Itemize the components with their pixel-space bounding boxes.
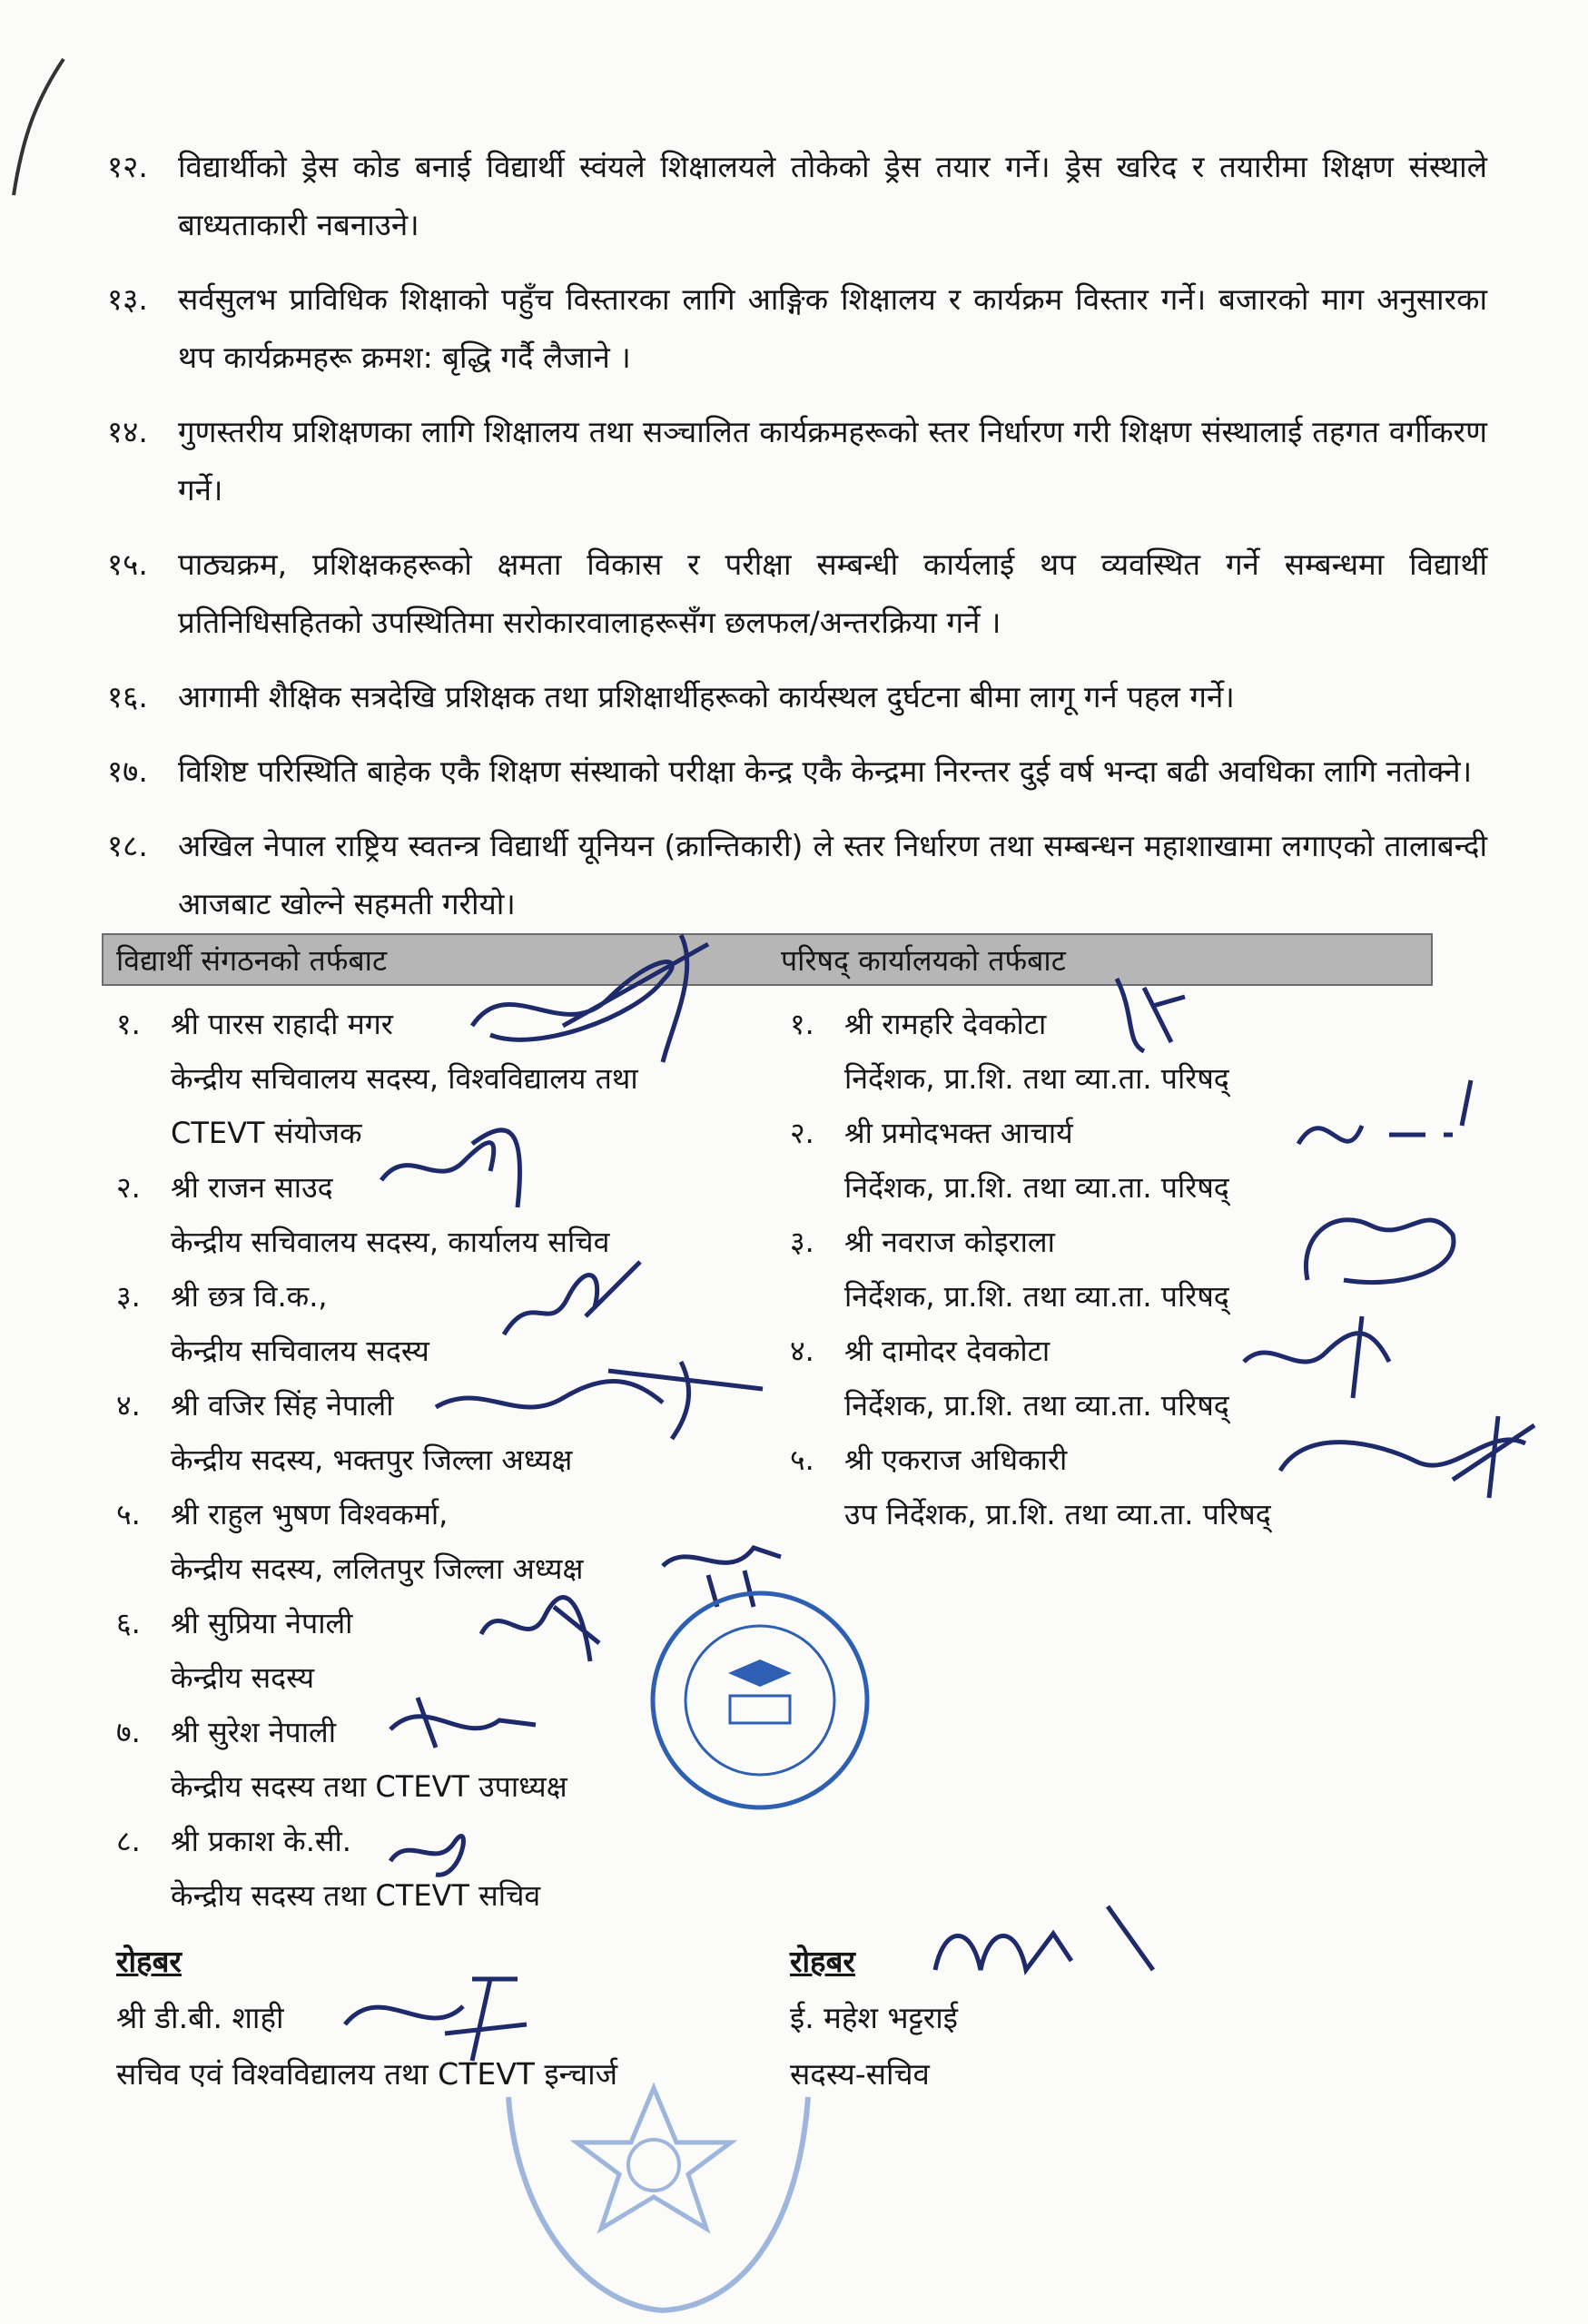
member-designation: निर्देशक, प्रा.शि. तथा व्या.ता. परिषद् — [844, 1388, 1229, 1423]
member-name: श्री वजिर सिंह नेपाली — [171, 1388, 394, 1423]
signature-paras — [454, 917, 726, 1071]
member-designation: केन्द्रीय सदस्य तथा CTEVT सचिव — [171, 1878, 541, 1913]
member-number: २. — [116, 1170, 141, 1205]
signatory-header-band — [102, 933, 1433, 986]
signature-bajir — [427, 1353, 772, 1443]
witness-title: सचिव एवं विश्वविद्यालय तथा CTEVT इन्चार्ज — [116, 2056, 618, 2092]
point-number: १७. — [107, 753, 148, 789]
council-side-heading: परिषद् कार्यालयको तर्फबाट — [781, 943, 1066, 978]
member-designation: केन्द्रीय सचिवालय सदस्य, कार्यालय सचिव — [171, 1225, 610, 1259]
point-text: विशिष्ट परिस्थिति बाहेक एकै शिक्षण संस्थाको परीक्षा केन्द्र एकै केन्द्रमा निरन्तर दुई वर्ष भन्दा बढी अवधिका लागि नतोक्ने। — [178, 753, 1473, 789]
student-side-heading: विद्यार्थी संगठनको तर्फबाट — [116, 943, 388, 978]
point-text: सर्वसुलभ प्राविधिक शिक्षाको पहुँच विस्तारका लागि आङ्गिक शिक्षालय र कार्यक्रम विस्तार गर्ने। बजारको माग अनुसारका थप कार्यक्रमहरू क्रमश: बृद्धि गर्दै लैजाने । — [178, 281, 1487, 375]
point-text: विद्यार्थीको ड्रेस कोड बनाई विद्यार्थी स्वंयले शिक्षालयले तोकेको ड्रेस तयार गर्ने। ड्रेस खरिद र तयारीमा शिक्षण संस्थाले बाध्यताकारी नबनाउने। — [178, 149, 1487, 242]
member-name: श्री राहुल भुषण विश्वकर्मा, — [171, 1497, 449, 1531]
point-number: १२. — [107, 149, 148, 184]
member-name: श्री राजन साउद — [171, 1170, 333, 1205]
member-name: श्री दामोदर देवकोटा — [844, 1334, 1050, 1368]
point-number: १३. — [107, 281, 148, 317]
member-designation: उप निर्देशक, प्रा.शि. तथा व्या.ता. परिषद् — [844, 1497, 1271, 1531]
member-name: श्री सुप्रिया नेपाली — [171, 1606, 353, 1640]
member-designation: निर्देशक, प्रा.शि. तथा व्या.ता. परिषद् — [844, 1061, 1229, 1096]
member-designation: केन्द्रीय सचिवालय सदस्य — [171, 1334, 429, 1368]
point-number: १५. — [107, 547, 148, 582]
point-text: आगामी शैक्षिक सत्रदेखि प्रशिक्षक तथा प्रशिक्षार्थीहरूको कार्यस्थल दुर्घटना बीमा लागू गर्न पहल गर्ने। — [178, 679, 1235, 714]
member-name: श्री प्रमोदभक्त आचार्य — [844, 1116, 1073, 1150]
signature-prakash — [381, 1825, 472, 1888]
member-name: श्री छत्र वि.क., — [171, 1279, 328, 1314]
member-designation: केन्द्रीय सदस्य — [171, 1660, 315, 1695]
signature-rajan — [372, 1108, 545, 1216]
point-16 — [107, 668, 1487, 726]
member-designation: केन्द्रीय सदस्य, भक्तपुर जिल्ला अध्यक्ष — [171, 1443, 573, 1477]
point-number: १४. — [107, 414, 148, 449]
member-designation: निर्देशक, प्रा.शि. तथा व्या.ता. परिषद् — [844, 1170, 1229, 1205]
witness-heading: रोहबर — [790, 1944, 855, 1979]
member-number: ५. — [790, 1443, 814, 1477]
signature-ramhari — [1108, 960, 1189, 1060]
signature-supriya — [472, 1580, 608, 1670]
member-number: १. — [116, 1007, 141, 1041]
member-name: श्री नवराज कोइराला — [844, 1225, 1055, 1259]
point-text: पाठ्यक्रम, प्रशिक्षकहरूको क्षमता विकास र परीक्षा सम्बन्धी कार्यलाई थप व्यवस्थित गर्ने सम्बन्धमा विद्यार्थी प्रतिनिधिसहितको उपस्थितिमा सरोकारवालाहरूसँग छलफल/अन्तरक्रिया गर्ने । — [178, 547, 1487, 640]
witness-name: श्री डी.बी. शाही — [116, 2000, 284, 2035]
member-number: ४. — [790, 1334, 814, 1368]
council-seal — [481, 2061, 826, 2324]
student-union-seal — [646, 1587, 873, 1814]
point-12 — [107, 138, 1487, 254]
signature-suresh — [381, 1684, 545, 1757]
member-designation: CTEVT संयोजक — [171, 1116, 362, 1150]
page-edge-mark — [0, 54, 73, 200]
member-designation: केन्द्रीय सचिवालय सदस्य, विश्वविद्यालय तथा — [171, 1061, 638, 1096]
member-designation: केन्द्रीय सदस्य तथा CTEVT उपाध्यक्ष — [171, 1769, 567, 1804]
member-name: श्री प्रकाश के.सी. — [171, 1824, 351, 1858]
signature-damodar — [1235, 1307, 1416, 1407]
member-name: श्री पारस राहादी मगर — [171, 1007, 393, 1041]
signature-db-shahi — [336, 1961, 536, 2070]
member-number: ३. — [116, 1279, 141, 1314]
member-designation: निर्देशक, प्रा.शि. तथा व्या.ता. परिषद् — [844, 1279, 1229, 1314]
member-number: २. — [790, 1116, 814, 1150]
point-14 — [107, 403, 1487, 519]
signature-ekaraj — [1271, 1407, 1544, 1507]
witness-title: सदस्य-सचिव — [790, 2056, 930, 2092]
member-number: ३. — [790, 1225, 814, 1259]
witness-name: ई. महेश भट्टराई — [790, 2000, 958, 2035]
member-name: श्री सुरेश नेपाली — [171, 1715, 336, 1749]
member-number: ४. — [116, 1388, 141, 1423]
member-number: ५. — [116, 1497, 141, 1531]
witness-heading: रोहबर — [116, 1944, 182, 1979]
point-number: १६. — [107, 679, 148, 714]
point-17 — [107, 743, 1487, 801]
point-number: १८. — [107, 828, 148, 863]
member-designation: केन्द्रीय सदस्य, ललितपुर जिल्ला अध्यक्ष — [171, 1551, 584, 1586]
member-number: ७. — [116, 1715, 141, 1749]
signature-chhatra — [495, 1253, 649, 1353]
point-text: अखिल नेपाल राष्ट्रिय स्वतन्त्र विद्यार्थी यूनियन (क्रान्तिकारी) ले स्तर निर्धारण तथा सम्बन्धन महाशाखामा लगाएको तालाबन्दी आजबाट खोल्ने सहमती गरीयो। — [178, 828, 1487, 921]
signature-pramod — [1289, 1071, 1489, 1189]
member-name: श्री एकराज अधिकारी — [844, 1443, 1068, 1477]
member-number: ८. — [116, 1824, 141, 1858]
point-15 — [107, 536, 1487, 652]
member-name: श्री रामहरि देवकोटा — [844, 1007, 1047, 1041]
agreement-points — [107, 138, 1487, 950]
signature-mahesh — [926, 1888, 1162, 1997]
member-number: १. — [790, 1007, 814, 1041]
member-number: ६. — [116, 1606, 141, 1640]
point-text: गुणस्तरीय प्रशिक्षणका लागि शिक्षालय तथा सञ्चालित कार्यक्रमहरूको स्तर निर्धारण गरी शिक्षण संस्थालाई तहगत वर्गीकरण गर्ने। — [178, 414, 1487, 507]
point-18 — [107, 817, 1487, 933]
signature-navaraj — [1289, 1189, 1471, 1307]
point-13 — [107, 271, 1487, 387]
